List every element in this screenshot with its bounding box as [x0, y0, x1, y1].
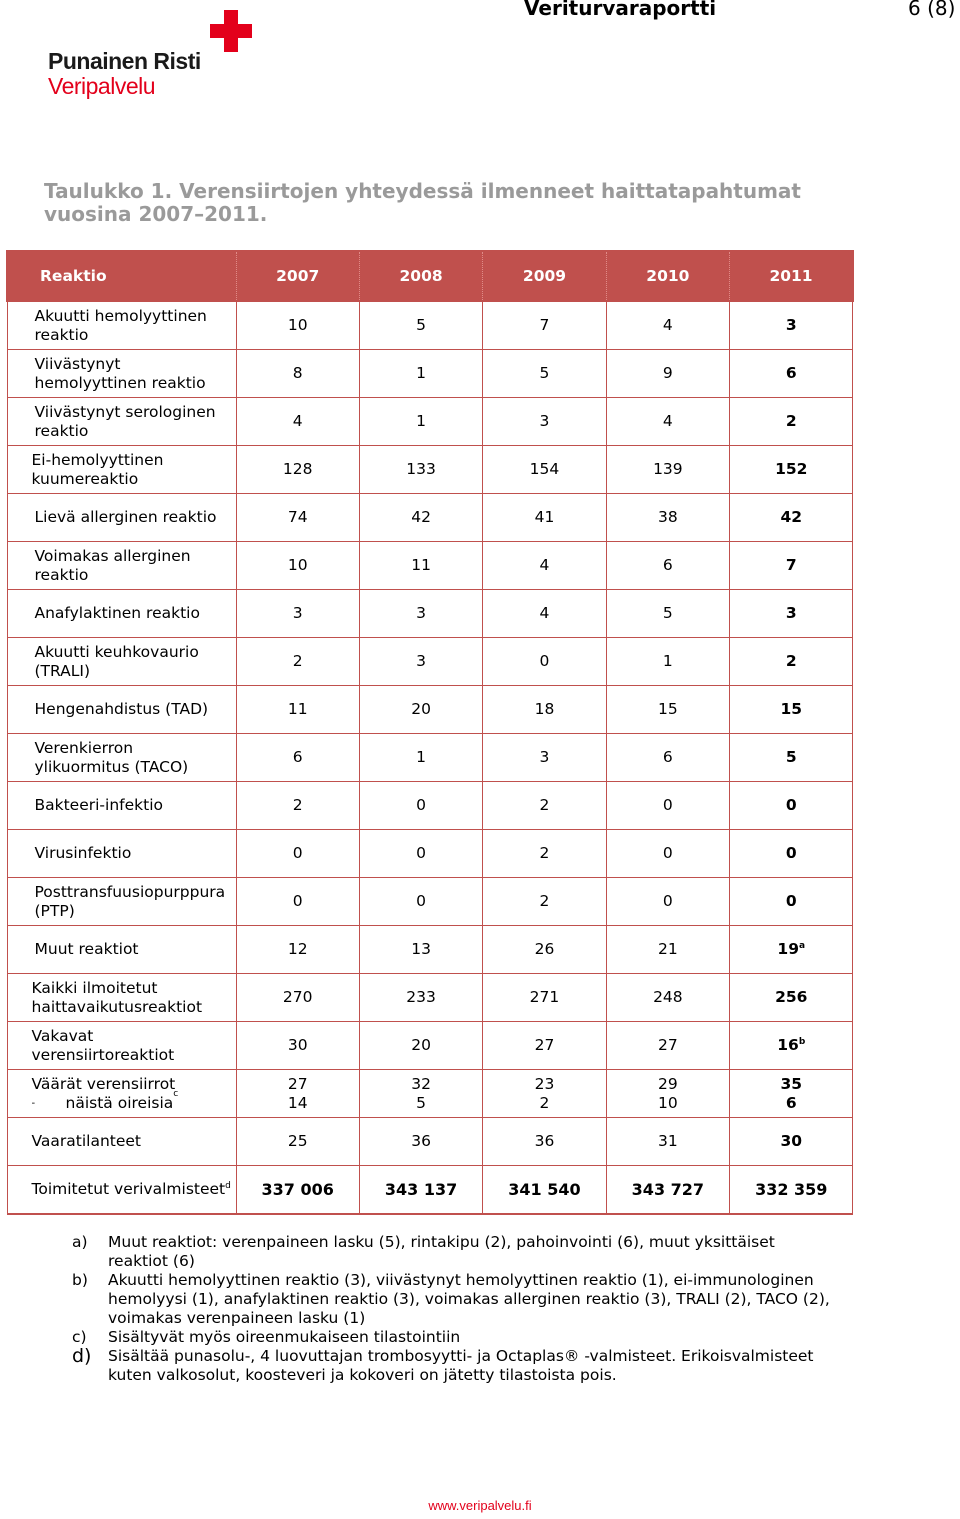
row-label — [7, 446, 236, 494]
row-label — [7, 1070, 236, 1118]
value-text: 5 — [662, 604, 673, 622]
cell-value — [606, 782, 729, 830]
row-label-main: Väärät verensiirrot — [31, 1074, 176, 1093]
cell-value — [730, 974, 853, 1022]
cell-value — [359, 734, 482, 782]
cell-value — [236, 350, 359, 398]
row-label-text: Muut reaktiot — [34, 940, 139, 958]
cell-value — [730, 398, 853, 446]
value-text: 270 — [282, 988, 313, 1006]
cell-value — [606, 1070, 729, 1118]
footnote — [72, 1271, 832, 1328]
column-header: 2011 — [730, 251, 853, 301]
value-text-secondary: 5 — [416, 1093, 427, 1112]
cell-value — [236, 398, 359, 446]
value-text: 36 — [411, 1132, 431, 1150]
value-text: 152 — [775, 460, 808, 478]
value-text: 341 540 — [508, 1180, 581, 1199]
value-text-secondary: 14 — [287, 1093, 308, 1112]
cell-value — [483, 590, 606, 638]
value-text: 0 — [292, 844, 303, 862]
cell-value — [483, 301, 606, 350]
cell-value — [236, 830, 359, 878]
row-label — [7, 1166, 236, 1215]
value-text: 13 — [411, 940, 431, 958]
footnote-marker: a) — [72, 1233, 88, 1251]
sublabel-dash: - — [31, 1097, 36, 1109]
cell-value — [359, 398, 482, 446]
table-row — [7, 974, 853, 1022]
value-text: 1 — [416, 364, 427, 382]
footnote-mark: d — [225, 1181, 231, 1191]
cell-value — [606, 398, 729, 446]
cell-value — [730, 301, 853, 350]
value-text: 26 — [534, 940, 555, 958]
footnote-mark: c — [173, 1088, 179, 1099]
cell-value — [359, 1070, 482, 1118]
value-text: 0 — [785, 796, 797, 814]
value-text: 3 — [416, 604, 427, 622]
table-row — [7, 878, 853, 926]
cell-value — [483, 686, 606, 734]
value-text: 10 — [287, 316, 308, 334]
cell-value — [730, 830, 853, 878]
cell-value — [483, 782, 606, 830]
cell-value — [483, 1022, 606, 1070]
value-text: 15 — [658, 700, 678, 718]
cell-value — [359, 590, 482, 638]
footnote-mark: b — [798, 1037, 806, 1047]
value-text: 0 — [662, 844, 673, 862]
value-text: 0 — [539, 652, 550, 670]
footnotes — [72, 1233, 832, 1385]
cell-value — [606, 350, 729, 398]
cell-value — [236, 301, 359, 350]
footnote-text: Muut reaktiot: verenpaineen lasku (5), rintakipu (2), pahoinvointi (6), muut yksittäiset reaktiot (6) — [108, 1233, 775, 1270]
row-label — [7, 878, 236, 926]
cell-value — [730, 1070, 853, 1118]
cell-value — [359, 446, 482, 494]
cell-value — [606, 926, 729, 974]
value-text: 31 — [658, 1132, 678, 1150]
cell-value — [236, 542, 359, 590]
row-label — [7, 398, 236, 446]
cell-value — [236, 638, 359, 686]
cell-value — [483, 446, 606, 494]
footnote — [72, 1233, 832, 1271]
value-text: 16 — [777, 1036, 799, 1054]
cell-value — [236, 878, 359, 926]
value-text: 1 — [662, 652, 673, 670]
table-row — [7, 830, 853, 878]
cell-value — [483, 1070, 606, 1118]
value-text: 0 — [292, 892, 303, 910]
value-text: 21 — [658, 940, 678, 958]
row-label-text: Bakteeri-infektio — [34, 796, 163, 814]
cell-value — [483, 734, 606, 782]
cell-value — [730, 590, 853, 638]
cell-value — [730, 446, 853, 494]
value-text-secondary: 2 — [539, 1093, 550, 1112]
value-text: 0 — [416, 796, 427, 814]
red-cross-logo — [46, 10, 266, 105]
cell-value — [359, 1118, 482, 1166]
value-text: 10 — [287, 556, 308, 574]
cell-value — [730, 782, 853, 830]
cell-value — [359, 830, 482, 878]
value-text: 27 — [287, 1074, 308, 1093]
cell-value — [606, 446, 729, 494]
value-text: 0 — [785, 844, 797, 862]
value-text: 128 — [282, 460, 313, 478]
value-text: 3 — [539, 412, 550, 430]
row-label-text: Lievä allerginen reaktio — [34, 508, 217, 526]
cell-value — [236, 974, 359, 1022]
value-text: 3 — [292, 604, 303, 622]
cell-value — [236, 1022, 359, 1070]
value-text: 15 — [780, 700, 803, 718]
logo-text-line2: Veripalvelu — [48, 73, 156, 99]
footnote-marker: c) — [72, 1328, 87, 1346]
table-row — [7, 638, 853, 686]
value-text: 2 — [539, 892, 550, 910]
cell-value — [606, 590, 729, 638]
row-label — [7, 301, 236, 350]
cell-value — [236, 1070, 359, 1118]
cell-value — [730, 734, 853, 782]
cell-value — [483, 974, 606, 1022]
cell-value — [359, 350, 482, 398]
value-text: 248 — [653, 988, 683, 1006]
value-text: 3 — [416, 652, 427, 670]
cell-value — [359, 926, 482, 974]
table-header-row — [7, 251, 853, 301]
cell-value — [236, 926, 359, 974]
cell-value — [606, 1118, 729, 1166]
row-label-text: Virusinfektio — [34, 844, 132, 862]
value-text: 0 — [662, 892, 673, 910]
table-row — [7, 1166, 853, 1215]
value-text: 5 — [539, 364, 550, 382]
value-text: 343 727 — [631, 1180, 705, 1199]
cell-value — [236, 1166, 359, 1215]
cell-value — [359, 782, 482, 830]
cell-value — [483, 398, 606, 446]
cell-value — [606, 878, 729, 926]
row-label-text: Toimitetut verivalmisteet — [31, 1180, 226, 1198]
row-label — [7, 830, 236, 878]
cell-value — [483, 542, 606, 590]
cell-value — [483, 494, 606, 542]
cell-value — [236, 686, 359, 734]
value-text: 3 — [785, 316, 797, 334]
value-text: 29 — [658, 1074, 678, 1093]
row-label-text: Ei-hemolyyttinen kuumereaktio — [31, 450, 164, 488]
cell-value — [606, 974, 729, 1022]
value-text: 5 — [785, 748, 797, 766]
cell-value — [730, 926, 853, 974]
value-text: 12 — [287, 940, 308, 958]
cell-value — [359, 1166, 482, 1215]
column-header: 2010 — [606, 251, 729, 301]
row-label — [7, 1022, 236, 1070]
value-text: 35 — [780, 1074, 803, 1093]
table-row — [7, 926, 853, 974]
value-text: 6 — [662, 748, 673, 766]
table-row — [7, 542, 853, 590]
row-label-text: Viivästynyt hemolyyttinen reaktio — [34, 354, 206, 392]
row-label — [7, 638, 236, 686]
cell-value — [606, 542, 729, 590]
table-row — [7, 398, 853, 446]
cell-value — [730, 1022, 853, 1070]
value-text: 6 — [662, 556, 673, 574]
row-label-text: Verenkierron ylikuormitus (TACO) — [34, 738, 189, 776]
value-text: 20 — [411, 1036, 431, 1054]
value-text: 7 — [785, 556, 797, 574]
value-text: 5 — [416, 316, 427, 334]
column-header: 2007 — [236, 251, 359, 301]
row-label — [7, 494, 236, 542]
value-text: 133 — [406, 460, 436, 478]
cell-value — [359, 494, 482, 542]
value-text: 1 — [416, 748, 427, 766]
value-text: 4 — [292, 412, 303, 430]
row-label — [7, 734, 236, 782]
cell-value — [483, 878, 606, 926]
table-row — [7, 782, 853, 830]
table-row — [7, 686, 853, 734]
value-text-secondary: 10 — [658, 1093, 678, 1112]
value-text: 2 — [292, 796, 303, 814]
footnote — [72, 1328, 832, 1347]
value-text: 4 — [539, 604, 550, 622]
table-row — [7, 734, 853, 782]
footnote-text: Akuutti hemolyyttinen reaktio (3), viivästynyt hemolyyttinen reaktio (1), ei-immunologinen hemolyysi (1), anafylaktinen reaktio (3), voimakas allerginen reaktio (3), TRALI (2), TACO (2), voimakas verenpaineen lasku (1) — [108, 1271, 830, 1327]
value-text: 271 — [529, 988, 560, 1006]
row-label — [7, 542, 236, 590]
red-cross-icon — [210, 10, 252, 52]
value-text: 19 — [777, 940, 799, 958]
cell-value — [483, 1166, 606, 1215]
cell-value — [236, 494, 359, 542]
value-text: 7 — [539, 316, 550, 334]
value-text: 27 — [658, 1036, 678, 1054]
cell-value — [359, 1022, 482, 1070]
value-text: 6 — [292, 748, 303, 766]
value-text: 332 359 — [755, 1180, 828, 1199]
table-row — [7, 590, 853, 638]
sublabel-text: näistä oireisia — [65, 1093, 174, 1112]
value-text: 0 — [662, 796, 673, 814]
row-label — [7, 926, 236, 974]
table-row — [7, 446, 853, 494]
value-text: 30 — [780, 1132, 803, 1150]
cell-value — [606, 1166, 729, 1215]
value-text: 154 — [529, 460, 560, 478]
value-text: 11 — [287, 700, 308, 718]
logo-text-line1: Punainen Risti — [48, 48, 201, 74]
cell-value — [483, 638, 606, 686]
value-text: 42 — [411, 508, 431, 526]
row-label-text: Vaaratilanteet — [31, 1132, 142, 1150]
row-label-text: Hengenahdistus (TAD) — [34, 700, 209, 718]
cell-value — [730, 1118, 853, 1166]
cell-value — [236, 590, 359, 638]
value-text: 337 006 — [261, 1180, 334, 1199]
row-label — [7, 590, 236, 638]
cell-value — [359, 542, 482, 590]
value-text: 2 — [785, 652, 797, 670]
cell-value — [730, 542, 853, 590]
footnote-marker: d) — [72, 1345, 92, 1367]
value-text: 9 — [662, 364, 673, 382]
cell-value — [606, 301, 729, 350]
cell-value — [730, 878, 853, 926]
value-text: 2 — [539, 844, 550, 862]
cell-value — [236, 734, 359, 782]
value-text: 4 — [662, 412, 673, 430]
value-text: 74 — [287, 508, 308, 526]
value-text: 4 — [539, 556, 550, 574]
footnote-marker: b) — [72, 1271, 88, 1289]
footnote-text: Sisältyvät myös oireenmukaiseen tilastointiin — [108, 1328, 461, 1346]
row-label — [7, 782, 236, 830]
footnote-text: Sisältää punasolu-, 4 luovuttajan trombosyytti- ja Octaplas® -valmisteet. Erikoisvalmisteet kuten valkosolut, koosteveri ja kokoveri on jätetty tilastoista pois. — [108, 1347, 814, 1384]
value-text: 6 — [785, 364, 797, 382]
table-row — [7, 1070, 853, 1118]
cell-value — [236, 446, 359, 494]
cell-value — [359, 878, 482, 926]
cell-value — [236, 782, 359, 830]
value-text: 343 137 — [384, 1180, 458, 1199]
cell-value — [730, 686, 853, 734]
cell-value — [730, 638, 853, 686]
cell-value — [359, 974, 482, 1022]
cell-value — [606, 830, 729, 878]
value-text: 32 — [411, 1074, 431, 1093]
value-text: 233 — [406, 988, 436, 1006]
page-number: 6 (8) — [908, 0, 956, 20]
table-row — [7, 494, 853, 542]
value-text: 42 — [780, 508, 803, 526]
value-text: 4 — [662, 316, 673, 334]
column-header: 2009 — [483, 251, 606, 301]
row-label-text: Voimakas allerginen reaktio — [34, 546, 191, 584]
value-text: 30 — [287, 1036, 308, 1054]
cell-value — [483, 926, 606, 974]
report-title: Veriturvaraportti — [524, 0, 717, 20]
cell-value — [730, 494, 853, 542]
row-label-text: Posttransfuusiopurppura (PTP) — [34, 882, 226, 920]
cell-value — [606, 638, 729, 686]
value-text: 11 — [411, 556, 431, 574]
value-text: 18 — [534, 700, 555, 718]
value-text: 2 — [292, 652, 303, 670]
value-text: 2 — [785, 412, 797, 430]
footnote — [72, 1347, 832, 1385]
value-text: 2 — [539, 796, 550, 814]
cell-value — [483, 830, 606, 878]
cell-value — [483, 1118, 606, 1166]
value-text: 0 — [416, 844, 427, 862]
footer-url: www.veripalvelu.fi — [428, 1498, 532, 1513]
value-text: 41 — [534, 508, 555, 526]
value-text: 25 — [287, 1132, 308, 1150]
table-caption: Taulukko 1. Verensiirtojen yhteydessä ilmenneet haittatapahtumat vuosina 2007–2011. — [44, 179, 801, 226]
adverse-events-table — [6, 250, 854, 1215]
value-text: 1 — [416, 412, 427, 430]
row-label — [7, 350, 236, 398]
table-body — [7, 301, 853, 1214]
table-row — [7, 350, 853, 398]
value-text: 0 — [416, 892, 427, 910]
table-row — [7, 301, 853, 350]
footnote-mark: a — [799, 941, 806, 951]
value-text: 36 — [534, 1132, 555, 1150]
value-text: 3 — [785, 604, 797, 622]
row-sublabel — [31, 1088, 232, 1113]
table-row — [7, 1118, 853, 1166]
cell-value — [606, 686, 729, 734]
row-label-text: Kaikki ilmoitetut haittavaikutusreaktiot — [31, 978, 203, 1016]
value-text: 27 — [534, 1036, 555, 1054]
value-text: 3 — [539, 748, 550, 766]
value-text-secondary: 6 — [785, 1093, 797, 1112]
row-label-text: Akuutti hemolyyttinen reaktio — [34, 306, 207, 344]
row-label — [7, 974, 236, 1022]
cell-value — [359, 638, 482, 686]
value-text: 23 — [534, 1074, 555, 1093]
row-label-text: Vakavat verensiirtoreaktiot — [31, 1026, 175, 1064]
cell-value — [606, 1022, 729, 1070]
value-text: 20 — [411, 700, 431, 718]
cell-value — [483, 350, 606, 398]
row-label-text: Akuutti keuhkovaurio (TRALI) — [34, 642, 199, 680]
value-text: 256 — [775, 988, 808, 1006]
table-row — [7, 1022, 853, 1070]
value-text: 8 — [292, 364, 303, 382]
value-text: 139 — [653, 460, 683, 478]
cell-value — [359, 686, 482, 734]
column-header: Reaktio — [7, 251, 236, 301]
cell-value — [606, 494, 729, 542]
cell-value — [730, 1166, 853, 1215]
cell-value — [730, 350, 853, 398]
column-header: 2008 — [359, 251, 482, 301]
cell-value — [606, 734, 729, 782]
value-text: 38 — [658, 508, 678, 526]
row-label-text: Viivästynyt serologinen reaktio — [34, 402, 216, 440]
cell-value — [236, 1118, 359, 1166]
row-label — [7, 686, 236, 734]
cell-value — [359, 301, 482, 350]
row-label-text: Anafylaktinen reaktio — [34, 604, 200, 622]
row-label — [7, 1118, 236, 1166]
value-text: 0 — [785, 892, 797, 910]
